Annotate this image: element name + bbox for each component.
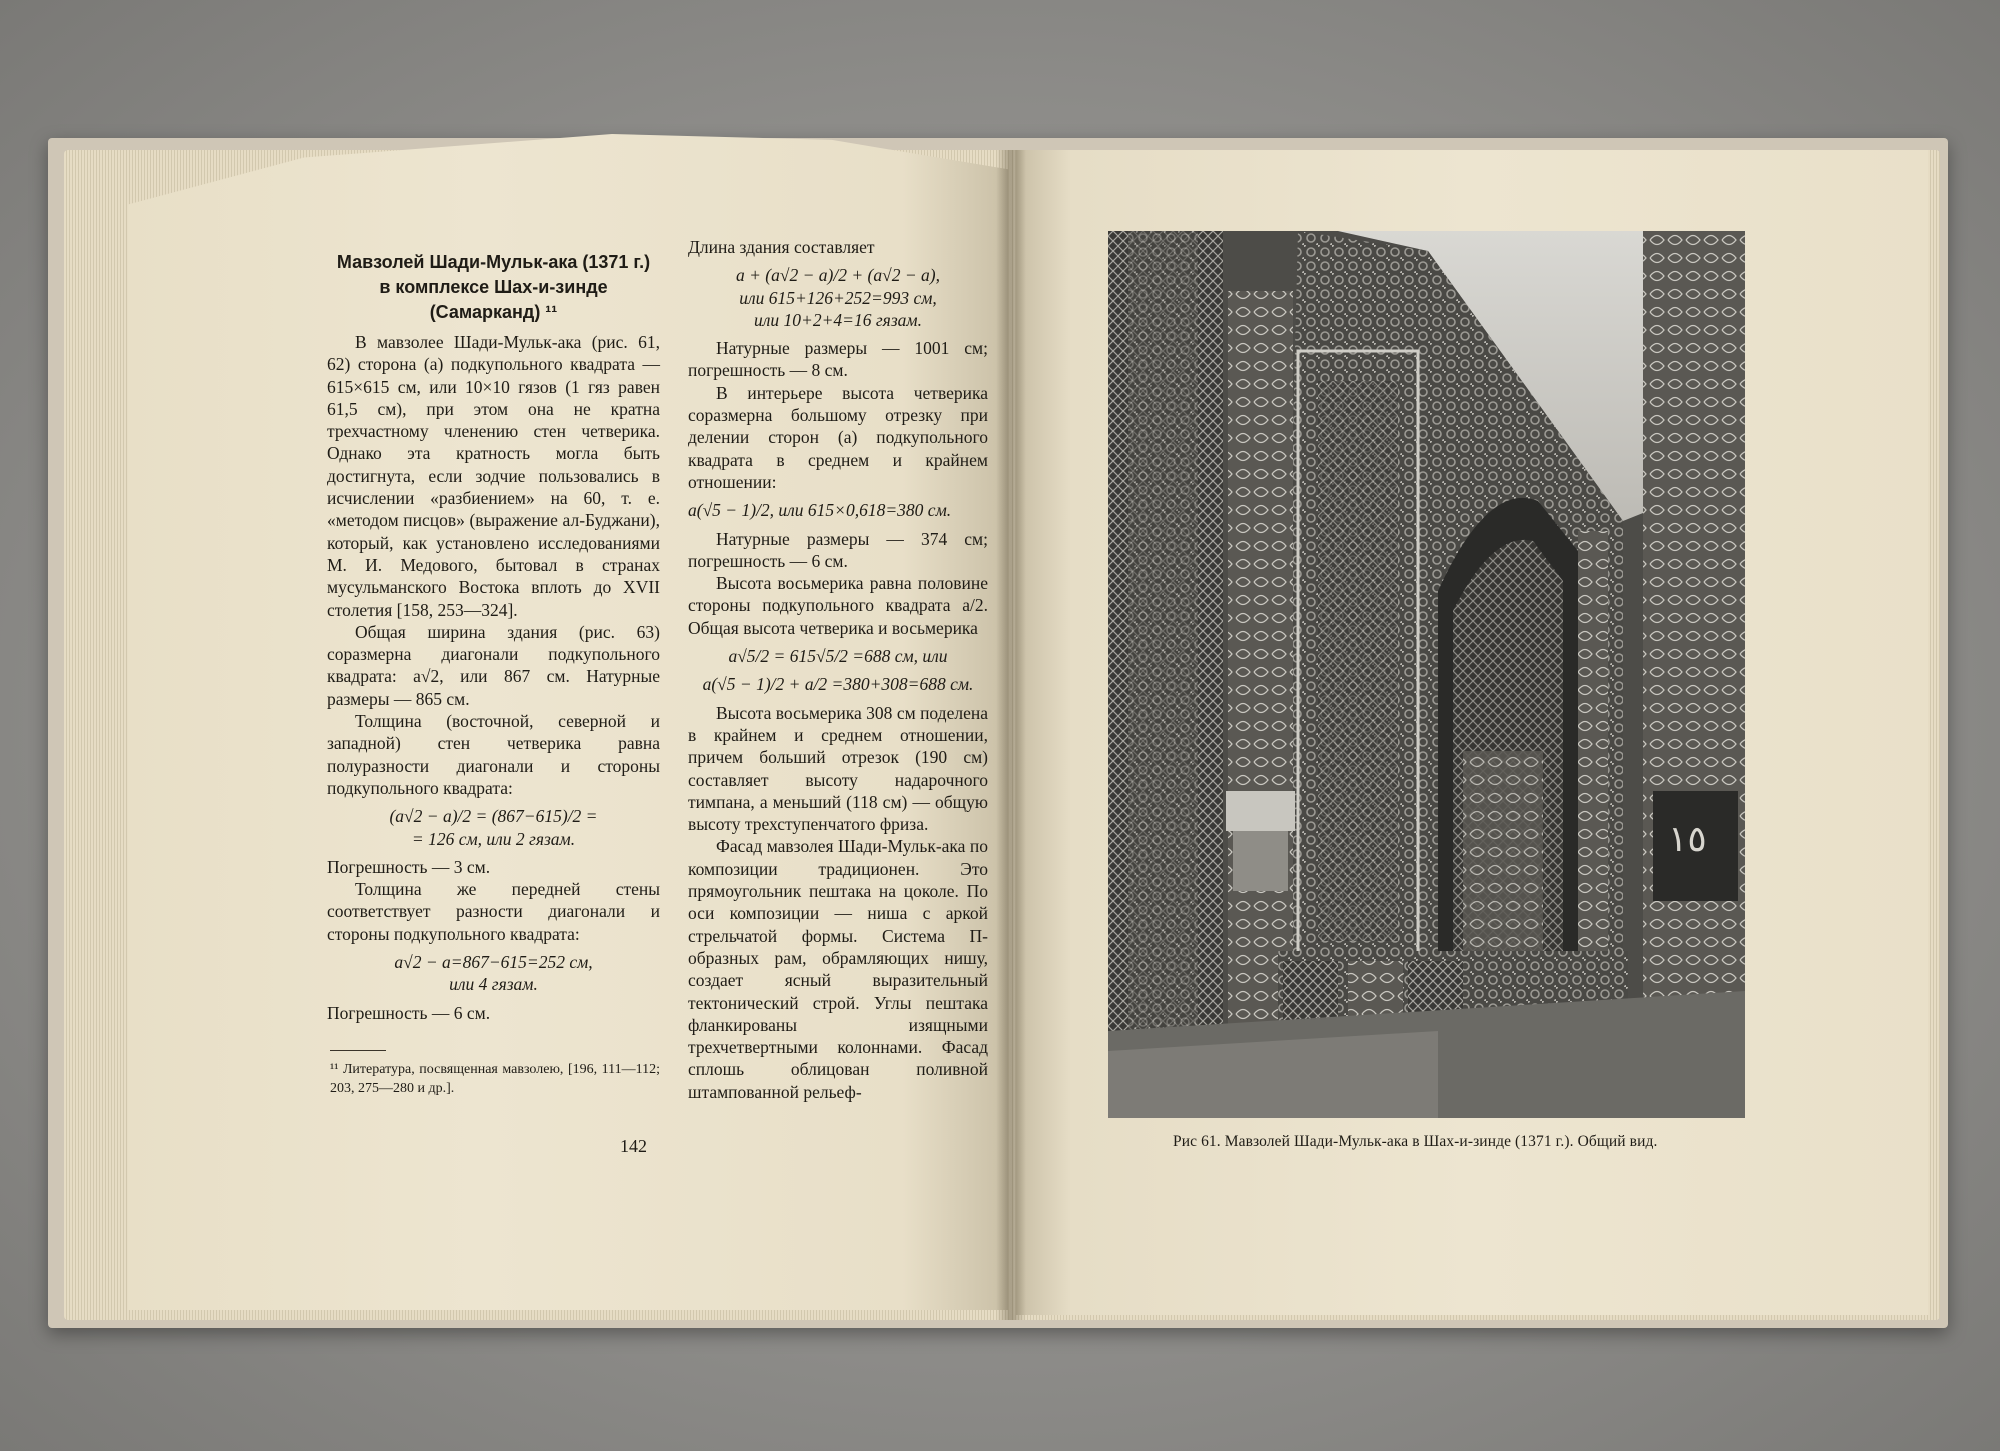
paragraph: В интерьере высота четверика соразмерна большому отрезку при делении сторон (a) подкупольного квадрата в среднем и крайнем отношении: xyxy=(688,382,988,492)
formula-line: (a√2 − a)/2 = (867−615)/2 = xyxy=(389,806,598,827)
photo-illustration xyxy=(1108,231,1745,1118)
formula: a√5/2 = 615√5/2 =688 см, или xyxy=(728,646,948,667)
paragraph: Высота восьмерика равна половине стороны подкупольного квадрата a/2. Общая высота четверика и восьмерика xyxy=(688,573,988,638)
mausoleum-photograph xyxy=(1108,231,1745,1118)
book-gutter xyxy=(996,150,1026,1320)
formula-line: или 615+126+252=993 см, xyxy=(739,287,937,308)
paragraph: Общая ширина здания (рис. 63) соразмерна диагонали подкупольного квадрата: a√2, или 867 см. Натурные размеры — 865 см. xyxy=(327,621,660,709)
formula xyxy=(688,264,988,331)
svg-text:١٥: ١٥ xyxy=(1668,819,1707,860)
paragraph: Натурные размеры — 374 см; погрешность — 6 см. xyxy=(688,528,988,571)
formula xyxy=(327,951,660,996)
formula-line: a√2 − a=867−615=252 см, xyxy=(394,952,593,973)
formula-line: или 10+2+4=16 гязам. xyxy=(754,309,922,330)
footnote-rule xyxy=(330,1050,386,1051)
heading-line-2: в комплексе Шах-и-зинде xyxy=(379,277,608,297)
figure-caption: Рис 61. Мавзолей Шади-Мульк-ака в Шах-и-зинде (1371 г.). Общий вид. xyxy=(1173,1133,1658,1150)
formula-line: = 126 см, или 2 гязам. xyxy=(411,828,576,849)
paragraph: В мавзолее Шади-Мульк-ака (рис. 61, 62) сторона (a) подкупольного квадрата — 615×615 см, или 10×10 гязов (1 гяз равен 61,5 см), при этом она не кратна трехчастному членению стен четверика. Однако эта кратность могла быть достигнута, если зодчие пользовались в исчислении «разбиением» на 60, т. е. «методом писцов» (выражение ал-Буджани), который, как установлено исследованиями М. И. Медового, бытовал в странах мусульманского Востока вплоть до XVII столетия [158, 253—324]. xyxy=(327,332,660,620)
heading-line-1: Мавзолей Шади-Мульк-ака (1371 г.) xyxy=(336,252,651,272)
paragraph: Толщина же передней стены соответствует разности диагонали и стороны подкупольного квадрата: xyxy=(327,879,660,944)
paragraph: Погрешность — 6 см. xyxy=(327,1002,491,1023)
paragraph: Длина здания составляет xyxy=(688,237,875,257)
footnote: ¹¹ Литература, посвященная мавзолею, [196, 111—112; 203, 275—280 и др.]. xyxy=(330,1062,660,1096)
formula: a(√5 − 1)/2 + a/2 =380+308=688 см. xyxy=(702,674,974,695)
right-column-text xyxy=(688,236,988,1103)
paragraph: Толщина (восточной, северной и западной) стен четверика равна полуразности диагонали и стороны подкупольного квадрата: xyxy=(327,711,660,798)
heading-line-3: (Самарканд) ¹¹ xyxy=(429,302,558,322)
paragraph: Фасад мавзолея Шади-Мульк-ака по композиции традиционен. Это прямоугольник пештака на цоколе. По оси композиции — ниша с аркой стрельчатой формы. Система П-образных рам, обрамляющих нишу, создает ясный выразительный тектонический строй. Углы пештака фланкированы изящными трехчетвертными колоннами. Фасад сплошь облицован поливной штампованной рельеф- xyxy=(688,836,988,1102)
left-column-text xyxy=(327,331,660,1024)
paragraph: Погрешность — 3 см. xyxy=(327,856,491,877)
formula-line: a + (a√2 − a)/2 + (a√2 − a), xyxy=(736,265,940,286)
paragraph: Натурные размеры — 1001 см; погрешность — 8 см. xyxy=(688,338,988,381)
paragraph: Высота восьмерика 308 см поделена в крайнем и среднем отношении, причем больший отрезок (190 см) составляет высоту надарочного тимпана, а меньший (118 см) — общую высоту трехступенчатого фриза. xyxy=(688,702,988,835)
page-number: 142 xyxy=(620,1136,647,1156)
formula xyxy=(327,805,660,850)
formula: a(√5 − 1)/2, или 615×0,618=380 см. xyxy=(688,500,952,521)
formula-line: или 4 гязам. xyxy=(449,974,538,995)
section-heading xyxy=(327,250,660,325)
